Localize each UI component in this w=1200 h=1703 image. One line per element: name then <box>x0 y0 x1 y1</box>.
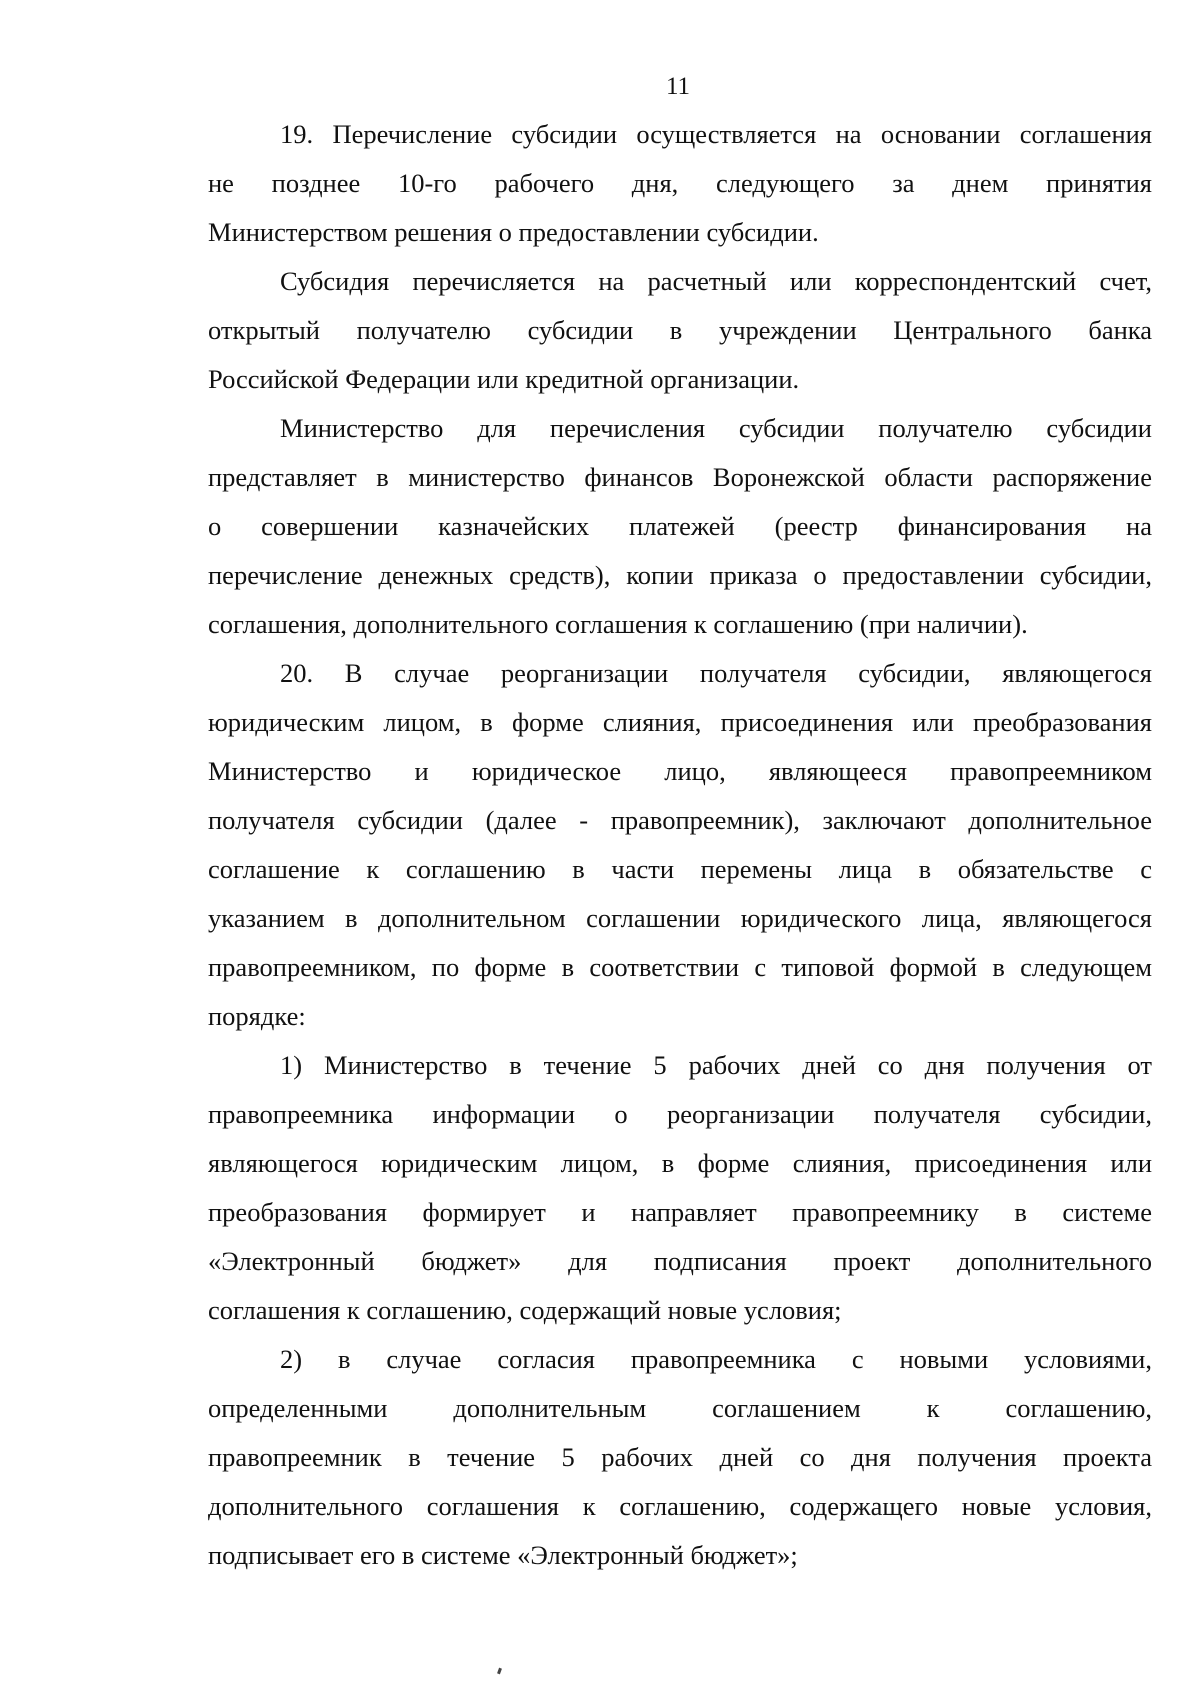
text-line: Министерство и юридическое лицо, являющееся правопреемником <box>208 756 1152 786</box>
paragraph <box>208 649 1152 1041</box>
text-line: получателя субсидии (далее - правопреемник), заключают дополнительное <box>208 805 1152 835</box>
text-line: 1) Министерство в течение 5 рабочих дней со дня получения от <box>280 1050 1152 1080</box>
text-line: «Электронный бюджет» для подписания проект дополнительного <box>208 1246 1152 1276</box>
text-line: перечисление денежных средств), копии приказа о предоставлении субсидии, <box>208 560 1152 590</box>
text-line: представляет в министерство финансов Воронежской области распоряжение <box>208 462 1152 492</box>
text-line: Министерством решения о предоставлении субсидии. <box>208 217 819 247</box>
text-line: 2) в случае согласия правопреемника с новыми условиями, <box>280 1344 1152 1374</box>
page-number: 11 <box>665 73 691 100</box>
text-line: являющегося юридическим лицом, в форме слияния, присоединения или <box>208 1148 1152 1178</box>
text-line: юридическим лицом, в форме слияния, присоединения или преобразования <box>208 707 1152 737</box>
paragraph <box>208 1041 1152 1335</box>
paragraph <box>208 404 1152 649</box>
paragraph <box>208 1335 1152 1580</box>
text-line: дополнительного соглашения к соглашению, содержащего новые условия, <box>208 1491 1152 1521</box>
text-line: соглашение к соглашению в части перемены лица в обязательстве с <box>208 854 1152 884</box>
text-line: правопреемник в течение 5 рабочих дней со дня получения проекта <box>208 1442 1152 1472</box>
text-line: о совершении казначейских платежей (реестр финансирования на <box>208 511 1152 541</box>
text-line: преобразования формирует и направляет правопреемнику в системе <box>208 1197 1152 1227</box>
text-line: открытый получателю субсидии в учреждении Центрального банка <box>208 315 1152 345</box>
text-line: Министерство для перечисления субсидии получателю субсидии <box>280 413 1152 443</box>
text-line: 20. В случае реорганизации получателя субсидии, являющегося <box>280 658 1152 688</box>
text-line: Субсидия перечисляется на расчетный или корреспондентский счет, <box>280 266 1152 296</box>
text-line: порядке: <box>208 1001 306 1031</box>
paragraph <box>208 110 1152 257</box>
paragraph <box>208 257 1152 404</box>
text-line: Российской Федерации или кредитной организации. <box>208 364 800 394</box>
text-line: правопреемника информации о реорганизации получателя субсидии, <box>208 1099 1152 1129</box>
text-line: соглашения, дополнительного соглашения к соглашению (при наличии). <box>208 609 1028 639</box>
text-line: подписывает его в системе «Электронный бюджет»; <box>208 1540 798 1570</box>
text-line: определенными дополнительным соглашением к соглашению, <box>208 1393 1152 1423</box>
text-line: соглашения к соглашению, содержащий новые условия; <box>208 1295 842 1325</box>
text-line: указанием в дополнительном соглашении юридического лица, являющегося <box>208 903 1152 933</box>
scan-mark <box>497 1668 502 1675</box>
text-line: правопреемником, по форме в соответствии с типовой формой в следующем <box>208 952 1152 982</box>
document-body <box>208 110 1152 1580</box>
text-line: 19. Перечисление субсидии осуществляется на основании соглашения <box>280 119 1152 149</box>
text-line: не позднее 10-го рабочего дня, следующего за днем принятия <box>208 168 1152 198</box>
